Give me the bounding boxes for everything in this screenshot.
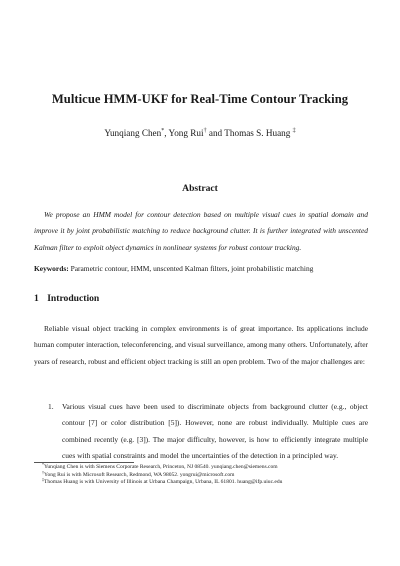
intro-paragraph: Reliable visual object tracking in complex environments is of great importance. Its applications include human computer interaction, teleconferencing, and visual surveillance, among many others. Unfortunately, after years of research, robust and efficient object tracking is still an open problem. Two of the major challenges are: bbox=[34, 324, 368, 366]
abstract-heading: Abstract bbox=[182, 183, 218, 194]
footnotes bbox=[34, 464, 374, 487]
author-name: Yong Rui bbox=[168, 128, 204, 138]
abstract-text: We propose an HMM model for contour detection based on multiple visual cues in spatial domain and improve it by joint probabilistic matching to reduce background clutter. It is further integrated with unscented Kalman filter to exploit object dynamics in nonlinear systems for robust contour tracking. bbox=[34, 210, 368, 252]
author-separator: , bbox=[164, 128, 169, 138]
author-separator: and bbox=[206, 128, 225, 138]
paper-title: Multicue HMM-UKF for Real-Time Contour Tracking bbox=[51, 92, 349, 106]
keywords-label: Keywords: bbox=[34, 264, 69, 273]
author-mark: * bbox=[161, 128, 165, 134]
footnote bbox=[34, 479, 374, 487]
keywords-line bbox=[34, 263, 374, 275]
footnote-text: Thomas Huang is with University of Illinois at Urbana Champaign, Urbana, IL 61801. huang@ifp.uiuc.edu bbox=[44, 479, 283, 486]
author-mark: † bbox=[203, 128, 207, 134]
section-title: Introduction bbox=[47, 293, 100, 304]
footnote-mark: † bbox=[42, 469, 44, 475]
footnote-text: Yunqiang Chen is with Siemens Corporate Research, Princeton, NJ 08540. yunqiang.chen@siemens.com bbox=[44, 464, 278, 470]
list-item bbox=[48, 399, 368, 465]
footnote-rule bbox=[34, 462, 134, 463]
list-item-text: Various visual cues have been used to discriminate objects from background clutter (e.g., object contour [7] or color distribution [5]). However, none are robust individually. Multiple cues are combined recently (e.g. [3]). The major difficulty, however, is how to efficiently integrate multiple cues with spatial constraints and model the uncertainties of the detection in a principled way. bbox=[62, 402, 368, 461]
author-line bbox=[0, 128, 400, 138]
author-mark: ‡ bbox=[292, 128, 296, 134]
section-heading bbox=[34, 293, 99, 304]
author-name: Thomas S. Huang bbox=[224, 128, 291, 138]
footnote-mark: ‡ bbox=[42, 477, 44, 483]
footnote-mark: * bbox=[42, 462, 44, 467]
footnote-text: Yong Rui is with Microsoft Research, Redmond, WA 98052. yongrui@microsoft.com bbox=[44, 471, 235, 478]
footnote bbox=[34, 464, 374, 472]
section-number: 1 bbox=[34, 293, 39, 304]
list-item-number: 1. bbox=[48, 402, 54, 411]
author-name: Yunqiang Chen bbox=[104, 128, 162, 138]
keywords-text: Parametric contour, HMM, unscented Kalman filters, joint probabilistic matching bbox=[70, 264, 314, 273]
